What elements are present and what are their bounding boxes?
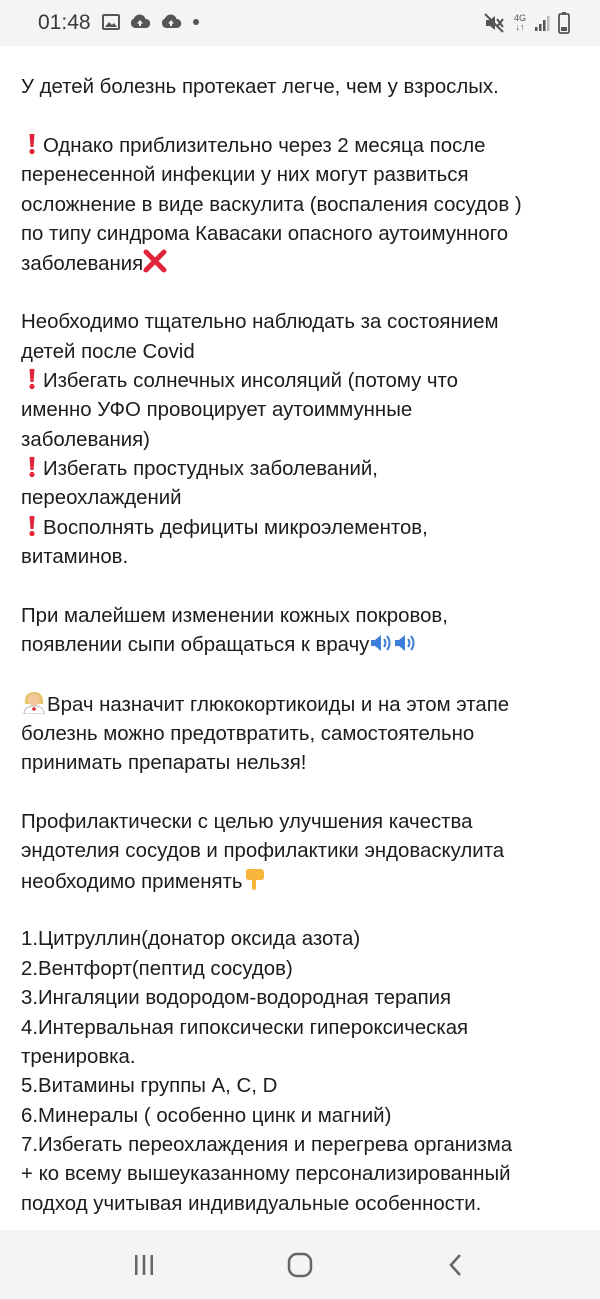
text-line: перенесенной инфекции у них могут развиться (21, 164, 469, 187)
back-button[interactable] (436, 1250, 476, 1280)
text-line: Восполнять дефициты микроэлементов, (21, 514, 581, 543)
heavy-exclamation-mark-icon (21, 368, 43, 399)
mute-icon (484, 13, 506, 33)
list-item: 5.Витамины группы А, С, D (21, 1075, 278, 1098)
back-icon (446, 1252, 466, 1278)
list-item: 3.Ингаляции водородом-водородная терапия (21, 987, 452, 1010)
notification-dot-icon (193, 19, 199, 25)
heavy-exclamation-mark-icon (21, 133, 43, 164)
battery-icon (558, 12, 570, 34)
heavy-exclamation-mark-icon (21, 515, 43, 546)
text-line: У детей болезнь протекает легче, чем у взрослых. (21, 76, 499, 98)
notification-icons (102, 13, 199, 31)
list-item: + ко всему вышеуказанному персонализированный (21, 1163, 511, 1186)
text-line: детей после Covid (21, 340, 195, 363)
text-line: заболевания (21, 249, 581, 278)
speaker-loud-icon (369, 632, 393, 663)
status-time: 01:48 (38, 11, 91, 34)
image-icon (102, 13, 120, 31)
status-bar (0, 0, 600, 46)
text-line: витаминов. (21, 546, 129, 569)
text-line: При малейшем изменении кожных покровов, (21, 605, 448, 628)
cloud-upload-icon (160, 13, 182, 31)
list-item: 7.Избегать переохлаждения и перегрева организма (21, 1134, 513, 1157)
text-line: болезнь можно предотвратить, самостоятельно (21, 722, 475, 745)
text-line: Однако приблизительно через 2 месяца после (21, 132, 581, 161)
list-item: 2.Вентфорт(пептид сосудов) (21, 957, 293, 980)
text-line: по типу синдрома Кавасаки опасного аутоимунного (21, 222, 509, 245)
text-line: Профилактически с целью улучшения качества (21, 810, 473, 833)
text-line: Необходимо тщательно наблюдать за состоянием (21, 311, 499, 334)
text-line: Избегать простудных заболеваний, (21, 455, 581, 484)
heavy-exclamation-mark-icon (21, 456, 43, 487)
cross-mark-icon (143, 249, 167, 282)
text-line: появлении сыпи обращаться к врачу (21, 631, 581, 660)
list-item: 1.Цитруллин(донатор оксида азота) (21, 928, 361, 951)
backhand-index-pointing-down-icon (243, 867, 269, 900)
text-line: заболевания) (21, 428, 150, 451)
system-icons (484, 12, 570, 34)
text-line: необходимо применять (21, 867, 581, 896)
text-line: Избегать солнечных инсоляций (потому что (21, 367, 581, 396)
signal-icon (534, 14, 550, 32)
cloud-upload-icon (129, 13, 151, 31)
message-text (21, 73, 581, 1219)
home-icon (286, 1251, 314, 1279)
navigation-bar (0, 1230, 600, 1299)
text-line: эндотелия сосудов и профилактики эндоваскулита (21, 840, 505, 863)
recent-apps-button[interactable] (124, 1250, 164, 1280)
text-line: принимать препараты нельзя! (21, 751, 307, 774)
text-line: переохлаждений (21, 487, 182, 510)
text-line: именно УФО провоцирует аутоиммунные (21, 399, 413, 422)
network-4g-icon: 4G ↓↑ (513, 13, 526, 32)
list-item: 6.Минералы ( особенно цинк и магний) (21, 1104, 392, 1127)
text-line: Врач назначит глюкокортикоиды и на этом этапе (21, 690, 581, 719)
list-item: подход учитывая индивидуальные особенности. (21, 1192, 482, 1215)
speaker-loud-icon (393, 632, 417, 663)
health-worker-icon (21, 690, 47, 723)
list-item: 4.Интервальная гипоксически гипероксическая (21, 1016, 469, 1039)
home-button[interactable] (280, 1250, 320, 1280)
text-line: осложнение в виде васкулита (воспаления сосудов ) (21, 193, 522, 216)
list-item: тренировка. (21, 1045, 136, 1068)
recent-apps-icon (132, 1254, 156, 1276)
